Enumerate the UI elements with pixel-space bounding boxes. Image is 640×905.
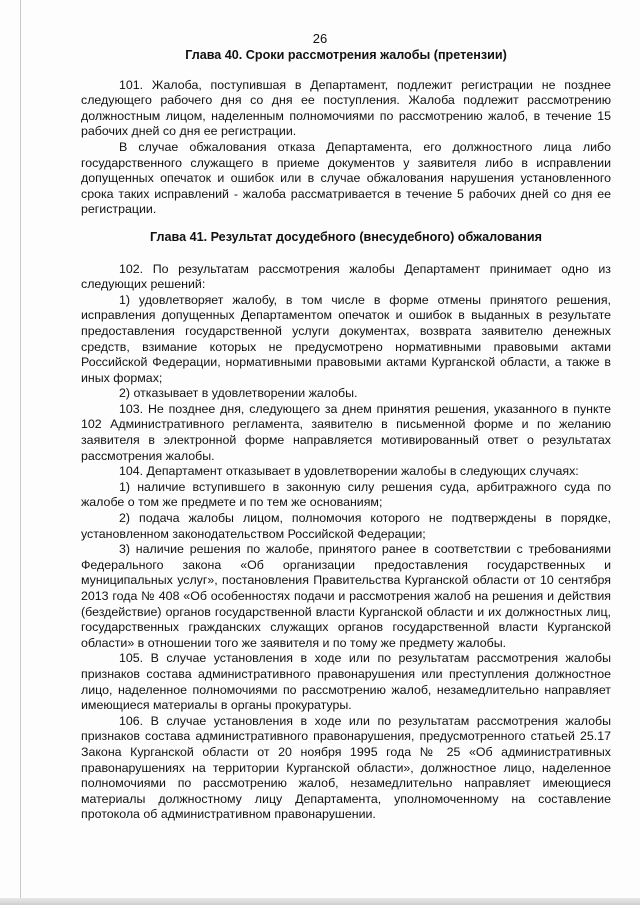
- scan-edge-bottom: [0, 898, 640, 905]
- paragraph-104-item-3: 3) наличие решения по жалобе, принятого ранее в соответствии с требованиями Федерального закона «Об организации предоставления государственных и муниципальных услуг», постановления Правительства Курганской области от 10 сентября 2013 года № 408 «Об особенностях подачи и рассмотрения жалоб на решения и действия (бездействие) органов государственной власти Курганской области и их должностных лиц, государственных гражданских служащих органов государственной власти Курганской области» в отношении того же заявителя и по тому же предмету жалобы.: [81, 542, 611, 650]
- paragraph-104: 104. Департамент отказывает в удовлетворении жалобы в следующих случаях:: [119, 464, 579, 479]
- document-body: [81, 48, 611, 823]
- paragraph-105: 105. В случае установления в ходе или по результатам рассмотрения жалобы признаков состава административного правонарушения или преступления должностное лицо, наделенное полномочиями по рассмотрению жалоб, незамедлительно направляет имеющиеся материалы в органы прокуратуры.: [81, 651, 611, 713]
- page-number: 26: [312, 31, 328, 46]
- chapter-40-title: Глава 40. Сроки рассмотрения жалобы (претензии): [185, 48, 507, 62]
- paragraph-104-item-2: 2) подача жалобы лицом, полномочия которого не подтверждены в порядке, установленном законодательством Российской Федерации;: [81, 511, 611, 541]
- paragraph-101-appeal: В случае обжалования отказа Департамента, его должностного лица либо государственного служащего в приеме документов у заявителя либо в исправлении допущенных опечаток и ошибок или в случае обжалования нарушения установленного срока таких исправлений - жалоба рассматривается в течение 5 рабочих дней со дня ее регистрации.: [81, 139, 611, 217]
- paragraph-104-item-1: 1) наличие вступившего в законную силу решения суда, арбитражного суда по жалобе о том же предмете и по тем же основаниям;: [81, 479, 611, 510]
- paragraph-106: 106. В случае установления в ходе или по результатам рассмотрения жалобы признаков состава административного правонарушения, предусмотренного статьей 25.17 Закона Курганской области от 20 ноября 1995 года № 25 «Об административных правонарушениях на территории Курганской области», должностное лицо, наделенное полномочиями по рассмотрению жалоб, незамедлительно направляет имеющиеся материалы должностному лицу Департамента, уполномоченному на составление протокола об административном правонарушении.: [81, 713, 611, 822]
- paragraph-103: 103. Не позднее дня, следующего за днем принятия решения, указанного в пункте 102 Административного регламента, заявителю в письменной форме и по желанию заявителя в электронной форме направляется мотивированный ответ о результатах рассмотрения жалобы.: [81, 401, 611, 463]
- scan-edge-left: [20, 0, 21, 905]
- paragraph-101: 101. Жалоба, поступившая в Департамент, подлежит регистрации не позднее следующего рабочего дня со дня ее поступления. Жалоба подлежит рассмотрению должностным лицом, наделенным полномочиями по рассмотрению жалоб, в течение 15 рабочих дней со дня ее регистрации.: [81, 77, 611, 139]
- paragraph-102: 102. По результатам рассмотрения жалобы Департамент принимает одно из следующих решений:: [81, 261, 611, 292]
- paragraph-102-item-1: 1) удовлетворяет жалобу, в том числе в форме отмены принятого решения, исправления допущенных Департаментом опечаток и ошибок в выданных в результате предоставления государственной услуги документах, возврата заявителю денежных средств, взимание которых не предусмотрено нормативными правовыми актами Российской Федерации, нормативными правовыми актами Курганской области, а также в иных формах;: [81, 292, 611, 385]
- chapter-41-title: Глава 41. Результат досудебного (внесудебного) обжалования: [150, 229, 542, 244]
- paragraph-102-item-2: 2) отказывает в удовлетворении жалобы.: [119, 386, 358, 401]
